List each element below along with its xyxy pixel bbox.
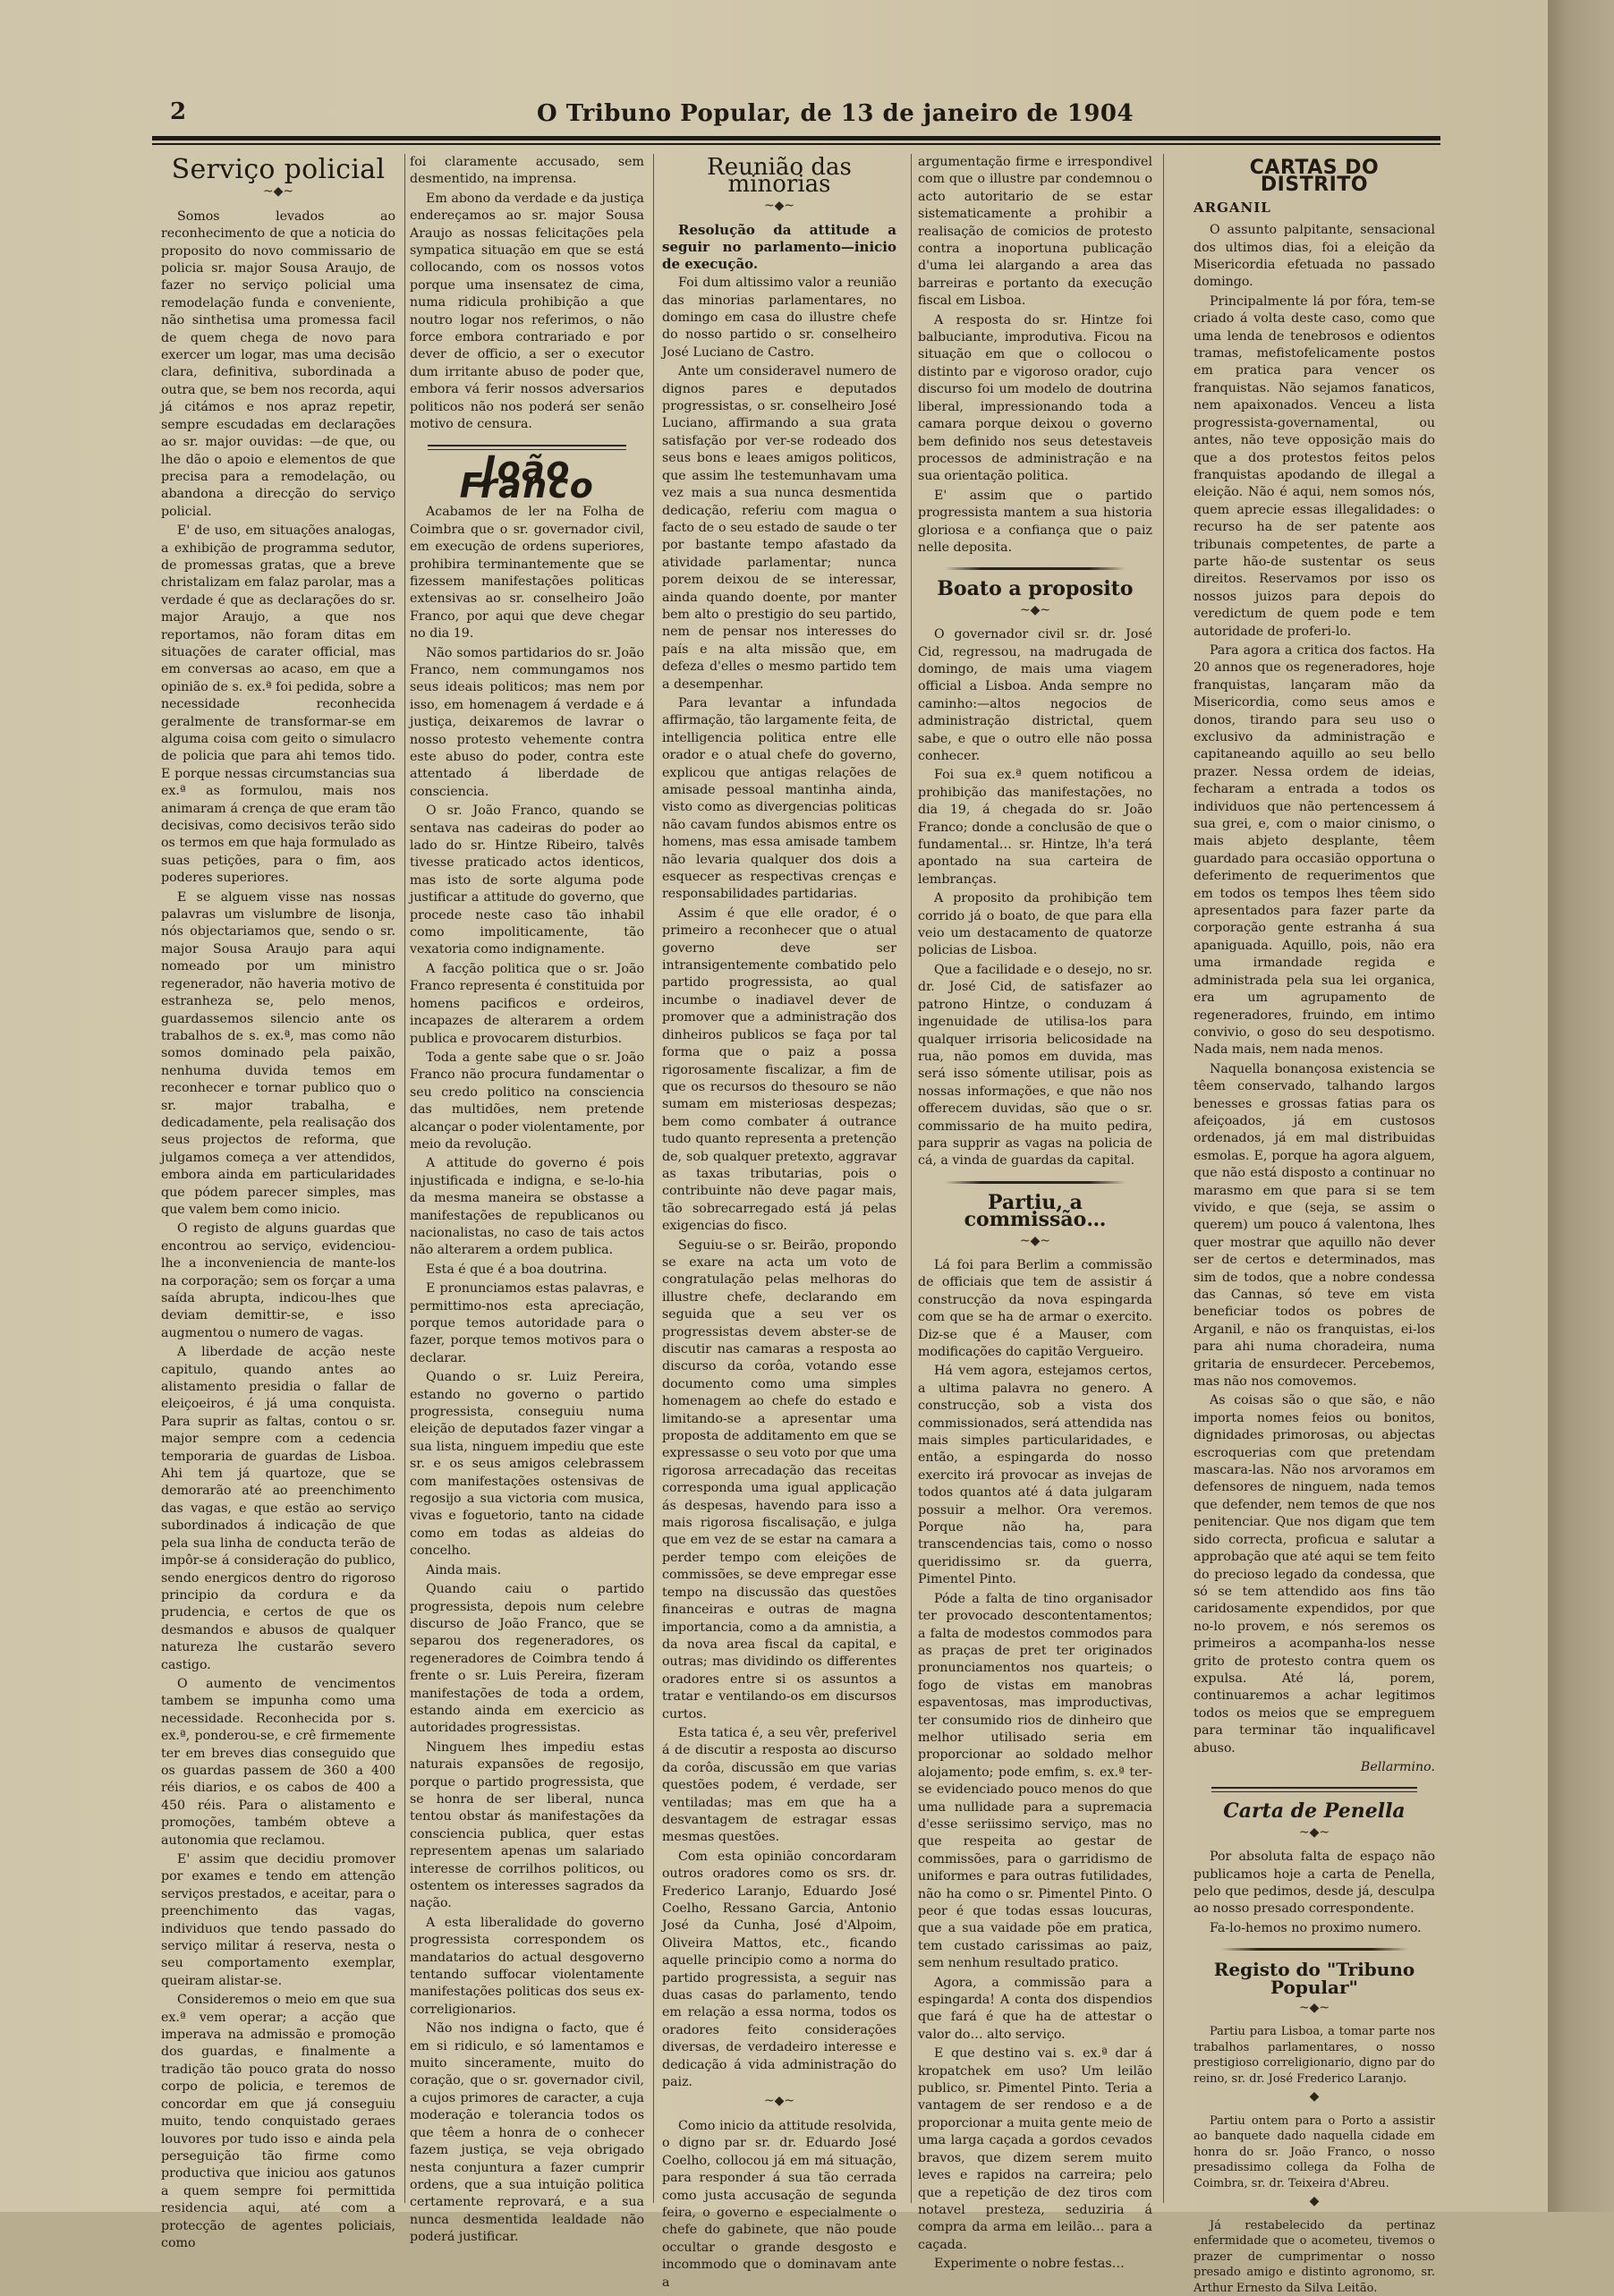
page-header	[152, 98, 1440, 134]
paragraph: Naquella bonançosa existencia se têem conservado, talhando largos benesses e grossas fatias para os afeiçoados, já em custosos ordenados, já em mal distribuidas esmolas. E, porque ha agora alguem, que não está disposto a continuar no marasmo em que para si se tem vivido, e que (seja, se assim o querem) um pouco á valentona, lhes quer mostrar que aquillo não dever ser de certos e determinados, mas sim de todos, que a nobre condessa das Cannas, só teve em vista beneficiar todos os pobres de Arganil, e não os franquistas, ei-los para ahi numa choradeira, numa gritaria de ensurdecer. Percebemos, mas não nos comovemos.	[1194, 1061, 1435, 1390]
newspaper-title: O Tribuno Popular, de 13 de janeiro de 1904	[537, 100, 1134, 127]
ornament: ~◆~	[763, 198, 795, 213]
paragraph: A attitude do governo é pois injustificada e indigna, e se-lo-hia da mesma maneira se obstasse a manifestações de republicanos ou nacionalistas, no caso de tais actos não alterarem a ordem publica.	[410, 1156, 644, 1258]
paragraph: E' de uso, em situações analogas, a exhibição de programma sedutor, de promessas gratas, que a breve christalizam em falaz parolar, mas a verdade é que as declarações do sr. major Araujo, a que nos reportamos, não foram ditas em situações de carater official, mas em conversas ao acaso, em que a opinião de s. ex.ª foi pedida, sobre a necessidade reconhecida geralmente de transformar-se em alguma coisa com geito o simulacro de policia que para ahi temos tido. E porque nessas circumstancias sua ex.ª as formulou, mais nos animaram á crença de que eram tão decisivas, como decisivos terão sido os termos em que haja formulado as suas petições, para o fim, aos poderes superiores.	[161, 523, 395, 886]
column-divider	[1163, 154, 1164, 2203]
paragraph: Por absoluta falta de espaço não publicamos hoje a carta de Penella, pelo que pedimos, desde já, desculpa ao nosso presado correspondente.	[1194, 1850, 1435, 1917]
signature: Bellarmino.	[1360, 1759, 1435, 1774]
paragraph: Como inicio da attitude resolvida, o digno par sr. dr. Eduardo José Coelho, collocou já em má situação, para responder á sua tão cerrada como justa accusação de segunda feira, o governo e especialmente o chefe do gabinete, que não poude occultar o grande desgosto e incommodo que o dominavam ante a	[662, 2118, 896, 2290]
paragraph: Somos levados ao reconhecimento de que a noticia do proposito do novo commissario de policia sr. major Sousa Araujo, de fazer no serviço policial uma remodelação funda e conveniente, não sinthetisa uma promessa facil de quem chega de novo para exercer um logar, mas uma decisão clara, definitiva, subordinada a outra que, se bem nos recorda, aqui já citámos e nos apraz repetir, sempre escudadas em declarações ao sr. major ouvidas: —de que, ou lhe dão o apoio e elementos de que precisa para a remodelação, ou abandona a direcção do serviço policial.	[161, 208, 395, 519]
paragraph: As coisas são o que são, e não importa nomes feios ou bonitos, dignidades primorosas, ou abjectas escroquerias com que pretendam mascara-las. Não nos arvoramos em defensores de ninguem, nada temos que defender, nem temos de que nos penitenciar. Que nos digam que tem sido correcta, proficua e salutar a approbação que até aqui se tem feito do precioso legado da condessa, que só se tem attendido aos fins tão caridosamente expendidos, por que no-lo provem, e nós seremos os primeiros a acompanha-los nesse grito de protesto contra quem os expulsa. Até lá, porem, continuaremos a achar legitimos todos os meios que se empreguem para terminar tão inqualificavel abuso.	[1194, 1393, 1435, 1756]
ornament: ~◆~	[262, 184, 294, 200]
place-heading: ARGANIL	[1194, 199, 1271, 216]
column-5	[1194, 154, 1435, 2295]
page-number: 2	[170, 98, 187, 125]
paragraph: Lá foi para Berlim a commissão de officiais que tem de assistir á construcção da nova espingarda com que se ha de armar o exercito. Diz-se que é a Mauser, com modificações do capitão Vergueiro.	[918, 1257, 1152, 1359]
column-3	[662, 154, 896, 2290]
paragraph: Quando caiu o partido progressista, depois num celebre discurso de João Franco, que se separou dos regeneradores, os regeneradores de Coimbra tendo á frente o sr. Luis Pereira, fizeram manifestações de toda a ordem, estando ainda em exercicio as autoridades progressistas.	[410, 1582, 644, 1736]
article-title-partiu: Partiu, a commissão…	[964, 1190, 1107, 1232]
paragraph: Principalmente lá por fóra, tem-se criado á volta deste caso, como que uma lenda de tenebrosos e odientos tramas, mefistofelicamente postos em pratica para vencer os franquistas. Não sejamos fanaticos, nem apaixonados. Venceu a lista progressista-governamental, ou antes, não teve opposição mais do que a dos protestos feitos pelos franquistas apodando de illegal a eleição. Não é aqui, nem somos nós, quem aprecie essas illegalidades: o recurso ha de ser patente aos tribunais competentes, de parte a parte hão-de sustentar os seus direitos. Reservamos por isso os nossos juizos para depois do veredictum de quem pode e tem autoridade de proferi-lo.	[1194, 293, 1435, 639]
paragraph: Partiu para Lisboa, a tomar parte nos trabalhos parlamentares, o nosso prestigioso correligionario, digno par do reino, sr. dr. José Frederico Laranjo.	[1194, 2025, 1435, 2086]
paragraph: Toda a gente sabe que o sr. João Franco não procura fundamentar o seu credo politico na consciencia das multidões, nem pretende alcançar o poder violentamente, por meio da revolução.	[410, 1050, 644, 1152]
separator	[945, 567, 1126, 570]
article-title-boato: Boato a proposito	[937, 577, 1134, 601]
paragraph: Ainda mais.	[426, 1562, 502, 1577]
paragraph: Assim é que elle orador, é o primeiro a reconhecer que o atual governo deve ser intransigentemente combatido pelo partido progressista, ao qual incumbe o inadiavel dever de promover que a administração dos dinheiros publicos se faça por tal forma que o paiz a possa rigorosamente fiscalizar, a fim de que os recursos do thesouro se não sumam em misteriosas despezas; bem como combater á outrance tudo quanto representa a pretenção de, sob qualquer pretexto, aggravar as taxas tributarias, pois o contribuinte não deve pagar mais, tão sobrecarregado está já pelas exigencias do fisco.	[662, 906, 896, 1234]
paragraph: foi claramente accusado, sem desmentido, na imprensa.	[410, 155, 644, 187]
page-edge-shadow	[1548, 0, 1614, 2212]
column-divider	[911, 154, 912, 2203]
paragraph: E' assim que decidiu promover por exames e tendo em attenção serviços prestados, e aceitar, para o preenchimento das vagas, individuos que tendo passado do serviço militar á reserva, nesta o seu comportamento exemplar, queiram alistar-se.	[161, 1852, 395, 1988]
ornament: ~◆~	[1298, 2001, 1330, 2016]
paragraph: Consideremos o meio em que sua ex.ª vem operar; a acção que imperava na admissão e promoção dos guardas, e finalmente a tradição tão pouco grata do nosso corpo de policia, e teremos de concordar em que já conseguiu muito, tendo conquistado geraes louvores por tudo isso e ainda pela perseguição tão firme como productiva que iniciou aos gatunos a quem sempre foi permittida residencia aqui, até com a protecção de agentes policiais, como	[161, 1993, 395, 2250]
article-title-servico-policial: Serviço policial	[171, 154, 386, 185]
paragraph: A facção politica que o sr. João Franco representa é constituida por homens pacificos e ordeiros, incapazes de alterarem a ordem publica e provocarem disturbios.	[410, 961, 644, 1046]
separator	[1211, 1787, 1417, 1792]
section-title-penella: Carta de Penella	[1223, 1799, 1406, 1824]
registo-list	[1194, 2024, 1435, 2296]
paragraph: Ninguem lhes impediu estas naturais expansões de regosijo, porque o partido progressista, que se honra de ser liberal, nunca tentou obstar ás manifestações da consciencia publica, quer estas representem apenas um salariado interesse de corrilhos politicos, ou ostentem os interesses sagrados da nação.	[410, 1739, 644, 1911]
article-subtitle: Resolução da attitude a seguir no parlamento—inicio de execução.	[662, 222, 896, 273]
ornament: ◆	[1309, 2194, 1320, 2209]
paragraph: Foi sua ex.ª quem notificou a prohibição das manifestações, no dia 19, á chegada do sr. João Franco; donde a conclusão de que o fundamental… sr. Hintze, lh'a terá apontado na sua carteira de lembranças.	[918, 768, 1152, 887]
paragraph: Que a facilidade e o desejo, no sr. dr. José Cid, de satisfazer ao patrono Hintze, o conduzam á ingenuidade de utilisa-los para qualquer irrisoria belicosidade na rua, não pomos em duvida, mas será isso sómente utilisar, pois as nossas informações, e que não nos offerecem duvidas, são que o sr. commissario de ha muito pedira, para supprir as vagas na policia de cá, a vinda de guardas da capital.	[918, 962, 1152, 1169]
paragraph: A liberdade de acção neste capitulo, quando antes ao alistamento presidia o fallar de eleiçoeiros, é já uma conquista. Para suprir as faltas, contou o sr. major sempre com a cedencia temporaria de guardas de Lisboa. Ahi tem já quartoze, que se demorarão até ao preenchimento das vagas, e que estão ao serviço subordinados á indicação de que pela sua linha de conducta terão de impôr-se á consideração do publico, sendo energicos dentro do rigoroso principio da cordura e da prudencia, e certos de que os desmandos e abusos de qualquer natureza lhe custarão severo castigo.	[161, 1345, 395, 1672]
ornament: ~◆~	[1298, 1824, 1330, 1840]
paragraph: A proposito da prohibição tem corrido já o boato, de que para ella veio um destacamento de quatorze policias de Lisboa.	[918, 891, 1152, 958]
column-divider	[653, 154, 654, 2203]
paragraph: Não nos indigna o facto, que é em si ridiculo, e só lamentamos e muito sinceramente, muito do coração, que o sr. governador civil, a cujos primores de caracter, a cuja moderação e tolerancia todos os que têem a honra de o conhecer fazem justiça, se veja obrigado nesta conjuntura a fazer cumprir ordens, que a sua intuição politica certamente reprovará, e a sua nunca desmentida lealdade não poderá justificar.	[410, 2021, 644, 2245]
column-4	[918, 154, 1152, 2272]
paragraph: Em abono da verdade e da justiça endereçamos ao sr. major Sousa Araujo as nossas felicitações pela sympatica situação em que se está collocando, com os nossos votos porque uma insensatez de cima, numa ridicula prohibição a que noutro logar nos referimos, o não force embora contrariado e por dever de officio, a ser o executor dum irritante abuso de poder que, embora vá ferir nossos adversarios politicos não nos poderá ser senão motivo de censura.	[410, 191, 644, 432]
section-title-cartas: CARTAS DO DISTRITO	[1249, 157, 1380, 197]
paragraph: Póde a falta de tino organisador ter provocado descontentamentos; a falta de modestos commodos para as praças de pret ter originados pronunciamentos nos quarteis; o fogo de vistas em manobras espaventosas, mas improductivas, ter consumido rios de dinheiro que melhor utilisado seria em proporcionar ao soldado melhor alojamento; pode emfim, s. ex.ª ter-se evidenciado pouco menos do que uma nullidade para a supremacia d'esse seriissimo serviço, mas no que respeita ao gestar de commissões, para o garridismo de uniformes e para outras futilidades, não ha como o sr. Pimentel Pinto. O peor é que todas essas loucuras, que a sua vaidade põe em pratica, tem custado carissimas ao paiz, sem nenhum resultado pratico.	[918, 1591, 1152, 1971]
paragraph: Experimente o nobre festas…	[934, 2257, 1125, 2272]
article-title-joao-franco: João Franco	[459, 448, 595, 506]
paragraph: O sr. João Franco, quando se sentava nas cadeiras do poder ao lado do sr. Hintze Ribeiro, talvês tivesse praticado actos identicos, mas isto de sorte alguma pode justificar a attitude do governo, que procede neste caso tão inhabil como impoliticamente, tão vexatoria como indignamente.	[410, 804, 644, 957]
header-rule-thin	[152, 143, 1440, 145]
separator	[1220, 1948, 1408, 1951]
paragraph: O aumento de vencimentos tambem se impunha como uma necessidade. Reconhecida por s. ex.ª, ponderou-se, e crê firmemente ter em breves dias conseguido que os guardas passem de 360 a 400 réis diarios, e os cabos de 400 a 450 réis. Para o alistamento e promoções, também obteve a autonomia que reclamou.	[161, 1676, 395, 1848]
ornament: ~◆~	[763, 2094, 795, 2109]
separator	[945, 1181, 1126, 1184]
paragraph: A resposta do sr. Hintze foi balbuciante, improdutiva. Ficou na situação em que o collocou o distinto par e vigoroso orador, cujo discurso foi um modelo de doutrina liberal, impressionando toda a camara porque deixou o governo bem definido nos seus detestaveis processos de administração e na sua orientação politica.	[918, 312, 1152, 484]
paragraph: Quando o sr. Luiz Pereira, estando no governo o partido progressista, conseguiu numa eleição de deputados fazer vingar a sua lista, ninguem impediu que este sr. e os seus amigos celebrassem com manifestações ostensivas de regosijo a sua victoria com musica, vivas e foguetorio, tanto na cidade como em todas as aldeias do concelho.	[410, 1370, 644, 1559]
paragraph: Esta tatica é, a seu vêr, preferivel á de discutir a resposta ao discurso da corôa, discussão em que varias questões podem, é verdade, ser ventiladas; mas em que ha a desvantagem de estragar essas mesmas questões.	[662, 1725, 896, 1845]
column-2	[410, 154, 644, 2245]
ornament: ~◆~	[1019, 1233, 1051, 1248]
paragraph: Foi dum altissimo valor a reunião das minorias parlamentares, no domingo em casa do illustre chefe do nosso partido o sr. conselheiro José Luciano de Castro.	[662, 276, 896, 360]
column-divider	[404, 154, 405, 2203]
section-title-registo: Registo do "Tribuno Popular"	[1213, 1959, 1415, 1998]
article-title-reuniao: Reunião das minorias	[707, 154, 852, 199]
header-rule	[152, 136, 1440, 140]
paragraph: argumentação firme e irrespondivel com que o illustre par condemnou o acto autoritario de se estar sistematicamente a prohibir a realisação de comicios de protesto contra a inoportuna publicação d'uma lei alargando a area das barreiras e portanto da execução fiscal em Lisboa.	[918, 155, 1152, 309]
paragraph: Esta é que é a boa doutrina.	[426, 1262, 607, 1277]
paragraph: E pronunciamos estas palavras, e permittimo-nos esta apreciação, porque temos autoridade para o fazer, porque temos motivos para o declarar.	[410, 1281, 644, 1365]
paragraph: Seguiu-se o sr. Beirão, propondo se exare na acta um voto de congratulação pelas melhoras do illustre chefe, declarando em seguida que a seu ver os progressistas devem abster-se de discutir nas camaras a resposta ao discurso da corôa, votando esse documento como uma simples homenagem ao chefe do estado e limitando-se a apresentar uma proposta de additamento em que se expressasse o seu voto por que uma rigorosa arrecadação das receitas corresponda uma igual applicação ás despesas, havendo para isso a mais rigorosa fiscalisação, e julga que em vez de se estar na camara a perder tempo com eleições de commissões, se deve empregar esse tempo na discussão das questões financeiras e outras de magna importancia, como a da amnistia, a da nova area fiscal da capital, e outras; mas dividindo os differentes oradores entre si os assuntos a tratar e ventilando-os em discursos curtos.	[662, 1237, 896, 1722]
ornament: ~◆~	[1019, 602, 1051, 617]
paragraph: Não somos partidarios do sr. João Franco, nem commungamos nos seus ideais politicos; mas nem por isso, em homenagem á verdade e á justiça, deixaremos de lavrar o nosso protesto vehemente contra este abuso do poder, contra este attentado á liberdade de consciencia.	[410, 645, 644, 799]
paragraph: Há vem agora, estejamos certos, a ultima palavra no genero. A construcção, sob a vista dos commissionados, será attendida nas mais simples particularidades, e então, a espingarda do nosso exercito irá provocar as invejas de todos quantos até á data julgaram possuir a melhor. Ora veremos. Porque não ha, para transcendencias tais, como o nosso queridissimo sr. da guerra, Pimentel Pinto.	[918, 1364, 1152, 1587]
paragraph: Partiu ontem para o Porto a assistir ao banquete dado naquella cidade em honra do sr. João Franco, o nosso presadissimo collega da Folha de Coimbra, sr. dr. Teixeira d'Abreu.	[1194, 2113, 1435, 2190]
paragraph: O governador civil sr. dr. José Cid, regressou, na madrugada de domingo, de mais uma viagem official a Lisboa. Anda sempre no caminho:—altos negocios de administração districtal, quem sabe, e que o outro elle não possa conhecer.	[918, 627, 1152, 763]
paragraph: Ante um consideravel numero de dignos pares e deputados progressistas, o sr. conselheiro José Luciano, affirmando a sua grata satisfação por ver-se rodeado dos seus bons e leaes amigos politicos, que assim lhe testemunhavam uma vez mais a sua nunca desmentida dedicação, referiu com magua o facto de o seu estado de saude o ter por bastante tempo afastado da atividade parlamentar; nunca porem deixou de se interessar, ainda quando doente, por manter bem alto o prestigio do seu partido, nem de pensar nos interesses do país e na alta missão que, em defeza d'elles o mesmo partido tem a desempenhar.	[662, 364, 896, 692]
paragraph: Para agora a critica dos factos. Ha 20 annos que os regeneradores, hoje franquistas, lançaram mão da Misericordia, como seus amos e donos, tirando para seu uso o exclusivo da administração e capitaneando aquillo ao seu bello prazer. Nessa ordem de ideias, fecharam a entrada a todos os individuos que não pertencessem á sua grei, e, com o maior cinismo, o mais abjeto desplante, têem guardado para occasião opportuna o deferimento de requerimentos que em todos os tempos lhes têem sido apresentados para fazer parte da corporação gente estranha á sua apaniguada. Aquillo, pois, não era uma irmandade regida e administrada pela sua lei organica, era um agrupamento de regeneradores, fruindo, em intimo convivio, o goso do seu despotismo. Nada mais, nem nada menos.	[1194, 642, 1435, 1058]
paragraph: E' assim que o partido progressista mantem a sua historia gloriosa e a confiança que o paiz nelle deposita.	[918, 488, 1152, 555]
paragraph: E se alguem visse nas nossas palavras um vislumbre de lisonja, nós objectariamos que, sendo o sr. major Sousa Araujo para aqui nomeado por um ministro regenerador, não haveria motivo de estranheza se, pelo menos, guardassemos silencio ante os trabalhos de s. ex.ª, mas como não somos dominado pela paixão, nenhuma duvida temos em reconhecer e tornar publico quo o sr. major trabalha, e dedicadamente, pela realisação dos seus projectos de reforma, que julgamos começa a ver attendidos, embora ainda em particularidades que pódem parecer simples, mas que valem bem como inicio.	[161, 889, 395, 1217]
paragraph: Fa-lo-hemos no proximo numero.	[1210, 1920, 1422, 1935]
paragraph: A esta liberalidade do governo progressista correspondem os mandatarios do actual desgoverno tentando suffocar violentamente manifestações politicas dos seus ex-correligionarios.	[410, 1915, 644, 2017]
ornament: ◆	[1309, 2089, 1320, 2105]
paragraph: Agora, a commissão para a espingarda! A conta dos dispendios que fará é que ha de attestar o valor do… alto serviço.	[918, 1975, 1152, 2042]
paragraph: Acabamos de ler na Folha de Coimbra que o sr. governador civil, em execução de ordens superiores, prohibira terminantemente que se fizessem manifestações politicas extensivas ao sr. conselheiro João Franco, por aqui que deve chegar no dia 19.	[410, 505, 644, 642]
paragraph: O assunto palpitante, sensacional dos ultimos dias, foi a eleição da Misericordia efetuada no passado domingo.	[1194, 223, 1435, 290]
paragraph: E que destino vai s. ex.ª dar á kropatchek em uso? Um leilão publico, sr. Pimentel Pinto. Teria a vantagem de ser rendoso e a de proporcionar a muita gente meio de uma larga caçada a gordos cevados bravos, que dizem serem muito leves e rapidos na carreira; pelo que a repetição de dez tiros com notavel presteza, seduziria á compra da arma em leilão… para a caçada.	[918, 2046, 1152, 2252]
paragraph: Com esta opinião concordaram outros oradores como os srs. dr. Frederico Laranjo, Eduardo José Coelho, Ressano Garcia, Antonio José da Cunha, José d'Alpoim, Oliveira Mattos, etc., ficando aquelle principio como a norma do partido progressista, a seguir nas duas casas do parlamento, tendo em relação a essa norma, todos os oradores feito considerações diversas, de verdadeiro interesse e dedicação á vida administração do paiz.	[662, 1849, 896, 2090]
paragraph: Para levantar a infundada affirmação, tão largamente feita, de intelligencia politica entre elle orador e o atual chefe do governo, explicou que antigas relações de amisade pessoal mantinha ainda, visto como as divergencias politicas não cavam fundos abismos entre os homens, mas essa amisade tambem não levaria qualquer dos dois a esquecer as respectivas crenças e responsabilidades partidarias.	[662, 695, 896, 902]
paragraph: Já restabelecido da pertinaz enfermidade que o acometeu, tivemos o prazer de cumprimentar o nosso presado amigo e distinto agronomo, sr. Arthur Ernesto da Silva Leitão.	[1194, 2218, 1435, 2295]
paragraph: O registo de alguns guardas que encontrou ao serviço, evidenciou-lhe a inconveniencia de mante-los na corporação; sem os forçar a uma saída abrupta, indicou-lhes que deviam demittir-se, e isso augmentou o numero de vagas.	[161, 1221, 395, 1340]
column-1	[161, 154, 395, 2250]
